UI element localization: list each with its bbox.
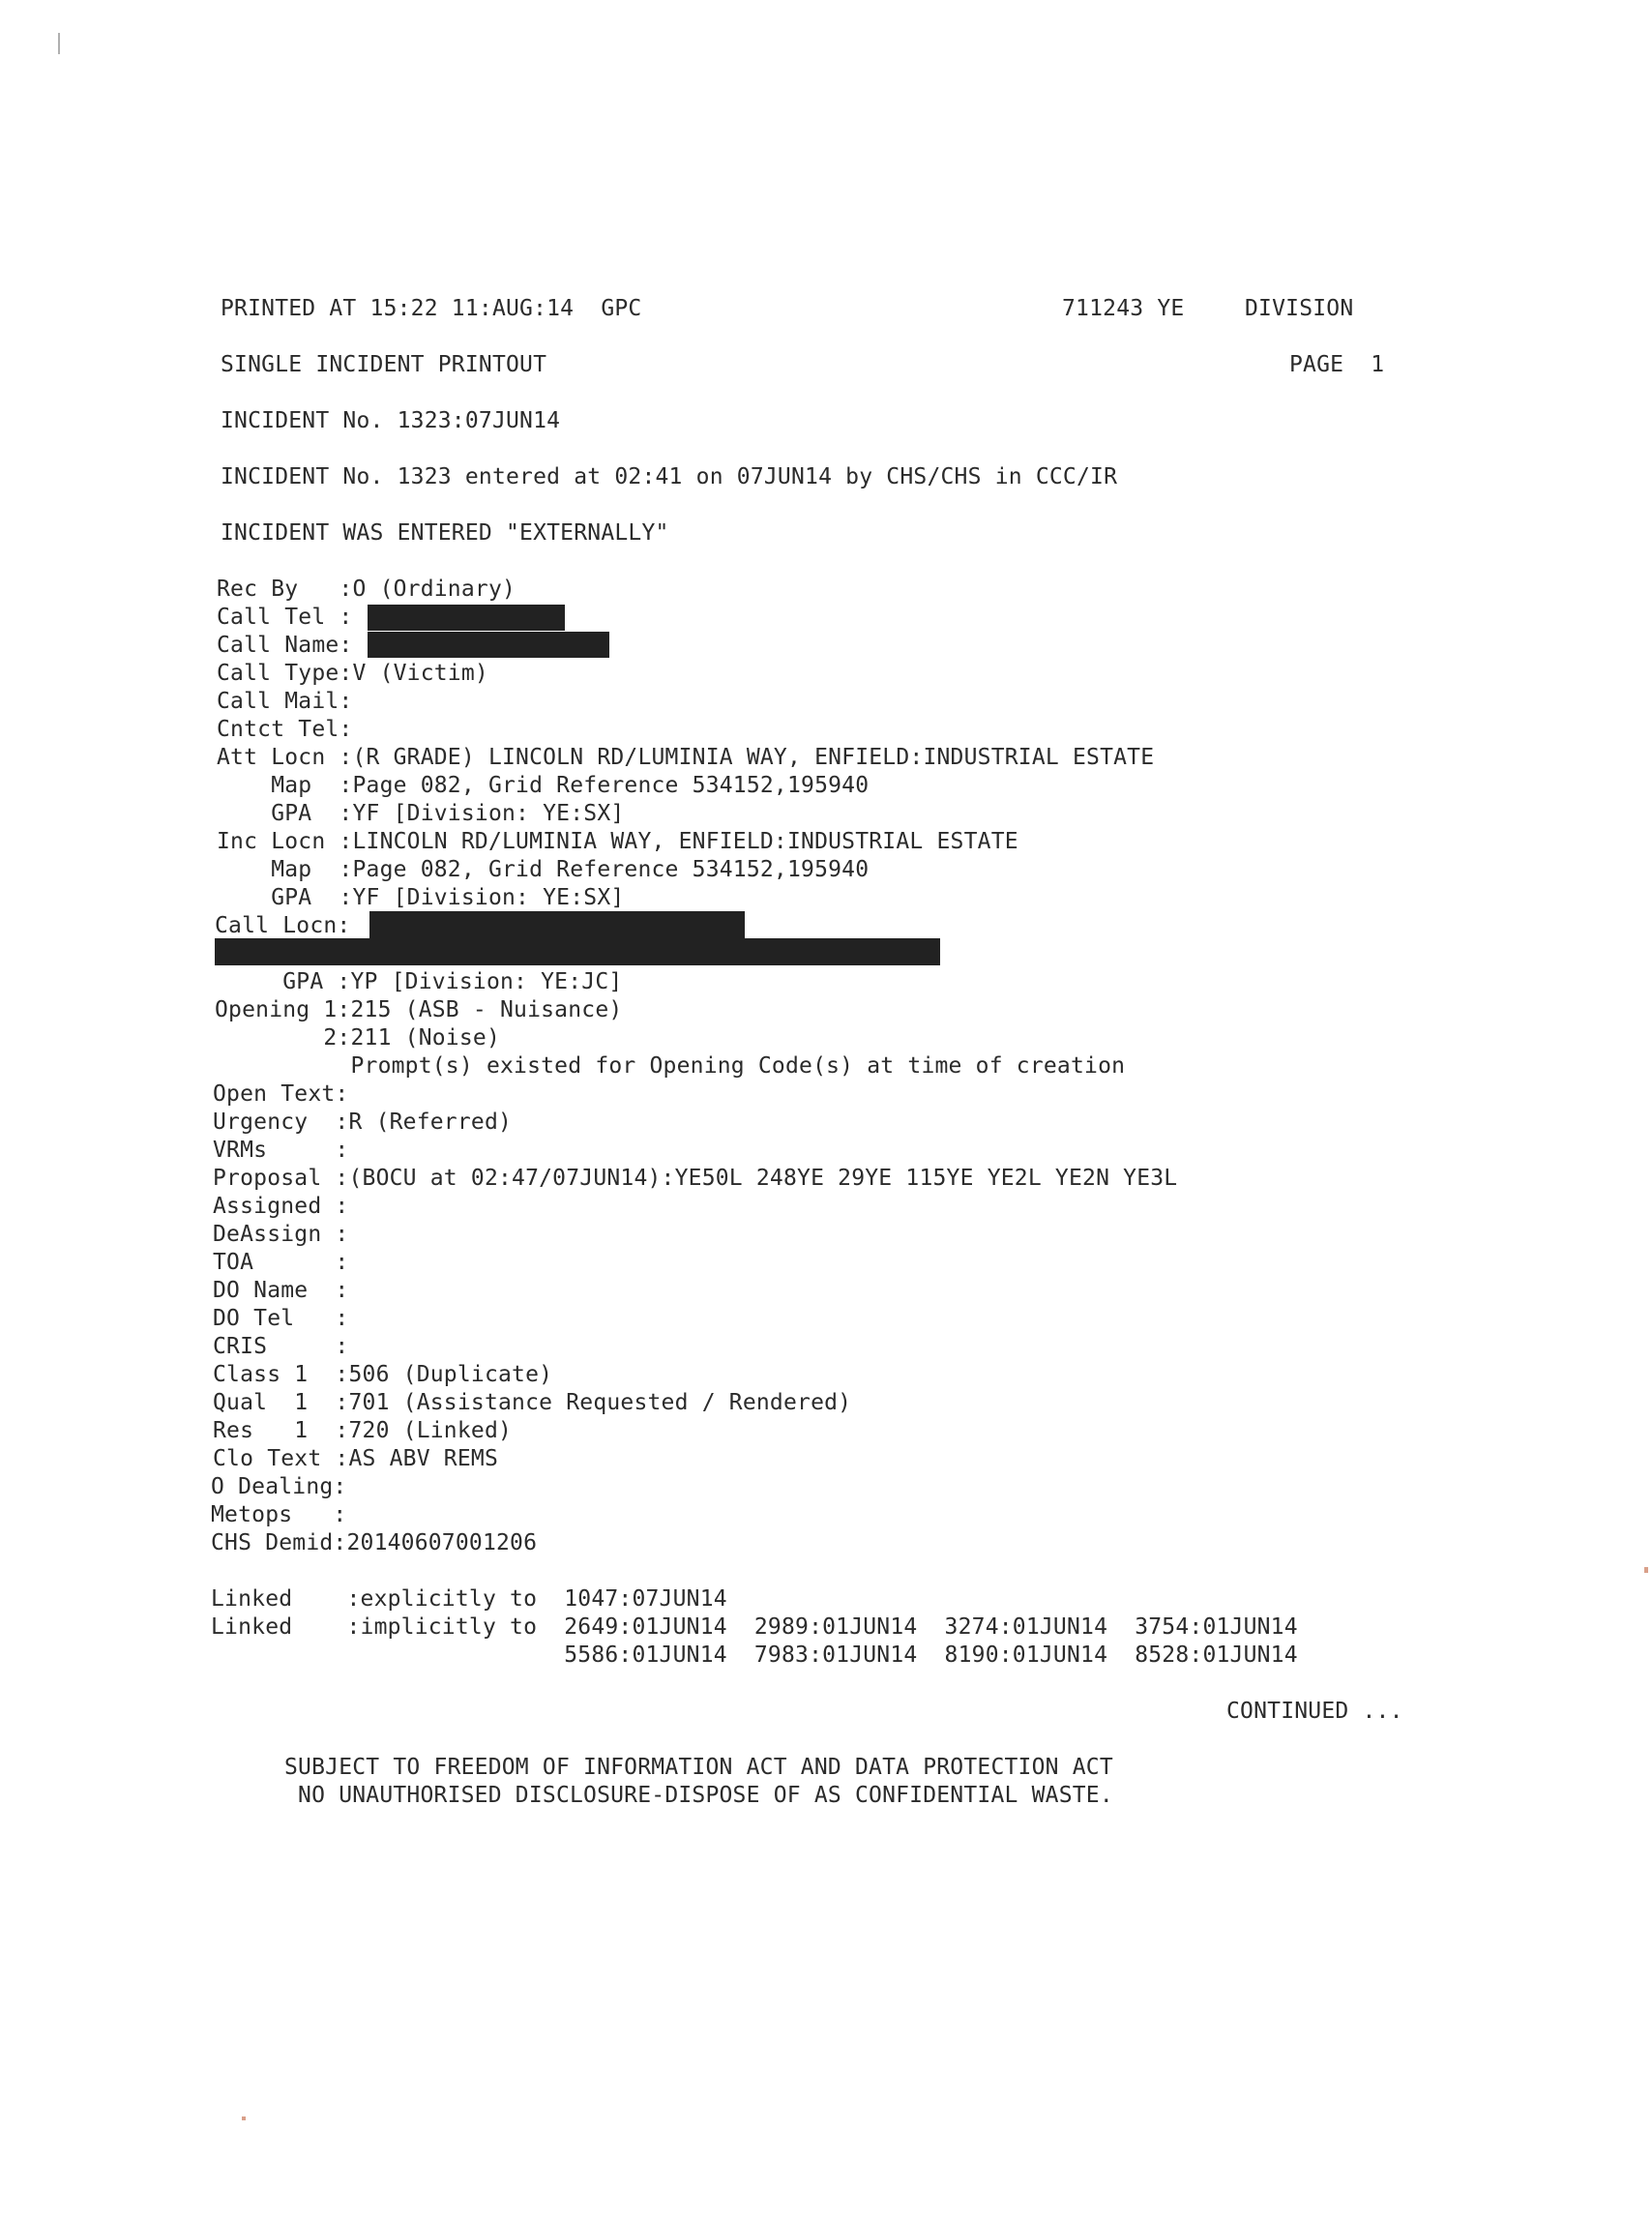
field-inc-map: Map :Page 082, Grid Reference 534152,195940 <box>217 857 870 882</box>
reference-number: 711243 YE <box>1062 296 1185 321</box>
linked-explicit: Linked :explicitly to 1047:07JUN14 <box>211 1586 727 1612</box>
redaction-call-tel <box>368 605 565 631</box>
field-prompt-note: Prompt(s) existed for Opening Code(s) at time of creation <box>215 1053 1126 1079</box>
scan-speck <box>242 2116 246 2120</box>
field-rec-by: Rec By :O (Ordinary) <box>217 577 516 602</box>
field-metops: Metops : <box>211 1502 347 1527</box>
field-o-dealing: O Dealing: <box>211 1474 347 1499</box>
field-call-name: Call Name: <box>217 633 353 658</box>
scan-speck <box>1644 1567 1648 1573</box>
field-assigned: Assigned : <box>213 1194 349 1219</box>
field-res-1: Res 1 :720 (Linked) <box>213 1418 513 1443</box>
field-contact-tel: Cntct Tel: <box>217 717 353 742</box>
field-call-mail: Call Mail: <box>217 689 353 714</box>
field-opening-1: Opening 1:215 (ASB - Nuisance) <box>215 997 623 1022</box>
field-att-locn: Att Locn :(R GRADE) LINCOLN RD/LUMINIA WAY, ENFIELD:INDUSTRIAL ESTATE <box>217 745 1155 770</box>
field-inc-gpa: GPA :YF [Division: YE:SX] <box>217 885 625 910</box>
field-call-gpa: GPA :YP [Division: YE:JC] <box>215 969 623 994</box>
field-inc-locn: Inc Locn :LINCOLN RD/LUMINIA WAY, ENFIELD:INDUSTRIAL ESTATE <box>217 829 1018 854</box>
field-vrms: VRMs : <box>213 1138 349 1163</box>
field-qual-1: Qual 1 :701 (Assistance Requested / Rendered) <box>213 1390 852 1415</box>
division-label: DIVISION <box>1245 296 1354 321</box>
page-number: PAGE 1 <box>1289 352 1385 377</box>
scan-mark <box>58 33 60 54</box>
field-do-name: DO Name : <box>213 1278 349 1303</box>
field-call-type: Call Type:V (Victim) <box>217 661 488 686</box>
field-opening-2: 2:211 (Noise) <box>215 1025 500 1051</box>
redaction-call-locn-cont <box>215 938 940 965</box>
field-proposal: Proposal :(BOCU at 02:47/07JUN14):YE50L 248YE 29YE 115YE YE2L YE2N YE3L <box>213 1166 1178 1191</box>
field-clo-text: Clo Text :AS ABV REMS <box>213 1446 498 1471</box>
printout-type: SINGLE INCIDENT PRINTOUT <box>221 352 547 377</box>
field-class-1: Class 1 :506 (Duplicate) <box>213 1362 553 1387</box>
field-toa: TOA : <box>213 1250 349 1275</box>
field-urgency: Urgency :R (Referred) <box>213 1110 513 1135</box>
field-call-tel: Call Tel : <box>217 605 353 630</box>
redaction-call-name <box>368 632 609 658</box>
field-att-gpa: GPA :YF [Division: YE:SX] <box>217 801 625 826</box>
field-chs-demid: CHS Demid:20140607001206 <box>211 1530 538 1555</box>
field-deassign: DeAssign : <box>213 1222 349 1247</box>
linked-implicit: Linked :implicitly to 2649:01JUN14 2989:01JUN14 3274:01JUN14 3754:01JUN14 <box>211 1614 1298 1640</box>
field-att-map: Map :Page 082, Grid Reference 534152,195940 <box>217 773 870 798</box>
linked-implicit-cont: 5586:01JUN14 7983:01JUN14 8190:01JUN14 8528:01JUN14 <box>211 1643 1298 1668</box>
field-open-text: Open Text: <box>213 1081 349 1107</box>
continued-label: CONTINUED ... <box>1226 1699 1403 1724</box>
incident-entered: INCIDENT No. 1323 entered at 02:41 on 07JUN14 by CHS/CHS in CCC/IR <box>221 464 1118 489</box>
field-cris: CRIS : <box>213 1334 349 1359</box>
incident-number: INCIDENT No. 1323:07JUN14 <box>221 408 561 433</box>
printed-at: PRINTED AT 15:22 11:AUG:14 GPC <box>221 296 642 321</box>
disclosure-notice-line-2: NO UNAUTHORISED DISCLOSURE-DISPOSE OF AS CONFIDENTIAL WASTE. <box>284 1783 1113 1808</box>
disclosure-notice-line-1: SUBJECT TO FREEDOM OF INFORMATION ACT AND DATA PROTECTION ACT <box>284 1755 1113 1780</box>
field-call-locn: Call Locn: <box>215 913 351 938</box>
redaction-call-locn <box>369 911 745 939</box>
field-do-tel: DO Tel : <box>213 1306 349 1331</box>
incident-entered-how: INCIDENT WAS ENTERED "EXTERNALLY" <box>221 520 669 546</box>
